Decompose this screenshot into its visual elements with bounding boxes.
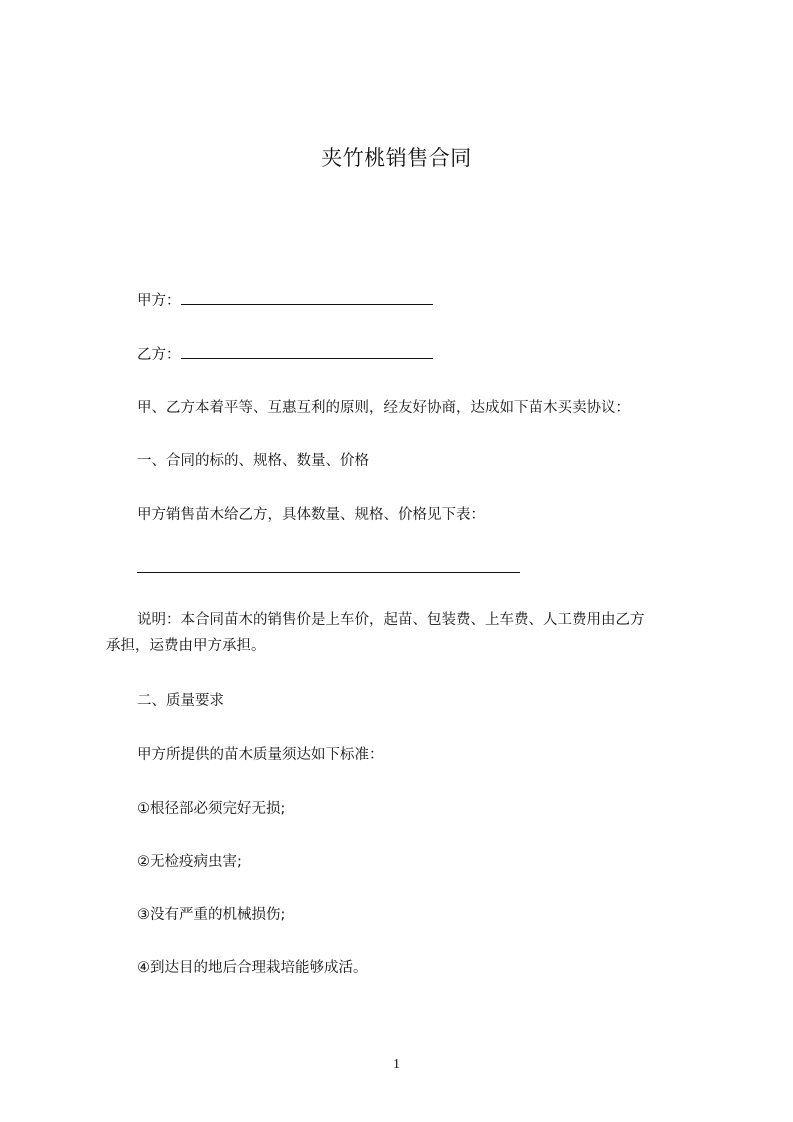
party-b-label: 乙方： [137,347,181,363]
quality-item-3: ③没有严重的机械损伤; [137,907,286,923]
intro-paragraph: 甲、乙方本着平等、互惠互利的原则，经友好协商，达成如下苗木买卖协议： [137,400,630,416]
quality-item-4: ④到达目的地后合理栽培能够成活。 [137,960,368,976]
quality-item-1: ①根径部必须完好无损; [137,801,286,817]
table-placeholder-line [137,572,520,573]
note-line-2: 承担，运费由甲方承担。 [106,638,266,654]
section2-text: 甲方所提供的苗木质量须达如下标准： [137,747,384,763]
section2-heading: 二、质量要求 [137,693,224,709]
party-a-line [137,290,433,311]
document-title: 夹竹桃销售合同 [321,146,472,170]
quality-item-2: ②无检疫病虫害; [137,854,242,870]
section1-text: 甲方销售苗木给乙方，具体数量、规格、价格见下表： [137,507,485,523]
note-line-1: 说明：本合同苗木的销售价是上车价，起苗、包装费、上车费、人工费用由乙方 [137,612,645,628]
section1-heading: 一、合同的标的、规格、数量、价格 [137,453,369,469]
party-b-blank [181,344,433,359]
note-paragraph [106,607,706,659]
party-a-blank [181,290,433,305]
page-number: 1 [393,1057,400,1072]
party-b-line [137,344,433,365]
party-a-label: 甲方： [137,293,181,309]
